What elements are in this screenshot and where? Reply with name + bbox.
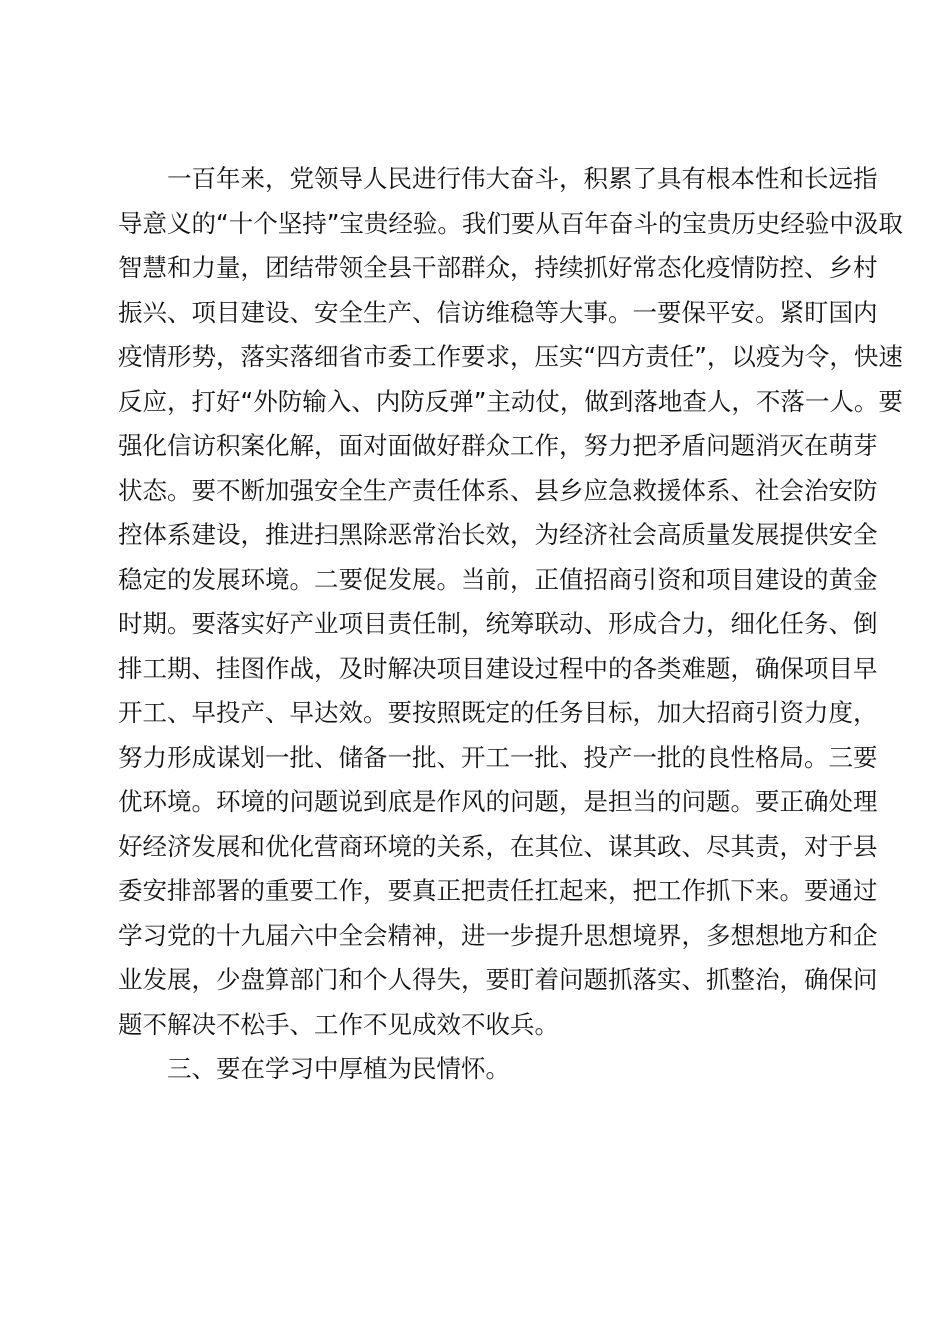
body-paragraph — [118, 157, 903, 1047]
section-heading — [118, 1047, 834, 1092]
heading-text: 三、要在学习中厚植为民情怀。 — [167, 1054, 510, 1083]
text-line: 强化信访积案化解，面对面做好群众工作，努力把矛盾问题消灭在萌芽 — [118, 431, 878, 460]
text-line: 智慧和力量，团结带领全县干部群众，持续抓好常态化疫情防控、乡村 — [118, 253, 878, 282]
text-line: 控体系建设，推进扫黑除恶常治长效，为经济社会高质量发展提供安全 — [118, 520, 878, 549]
text-line: 努力形成谋划一批、储备一批、开工一批、投产一批的良性格局。三要 — [118, 742, 878, 772]
text-line: 题不解决不松手、工作不见成效不收兵。 — [118, 1009, 559, 1039]
text-line: 委安排部署的重要工作，要真正把责任扛起来，把工作抓下来。要通过 — [118, 876, 878, 905]
text-line: 学习党的十九届六中全会精神，进一步提升思想境界，多想想地方和企 — [118, 920, 878, 950]
text-line: 振兴、项目建设、安全生产、信访维稳等大事。一要保平安。紧盯国内 — [118, 297, 878, 327]
text-line: 状态。要不断加强安全生产责任体系、县乡应急救援体系、社会治安防 — [118, 475, 878, 505]
text-line: 优环境。环境的问题说到底是作风的问题，是担当的问题。要正确处理 — [118, 787, 878, 816]
text-line: 好经济发展和优化营商环境的关系，在其位、谋其政、尽其责，对于县 — [118, 831, 878, 861]
text-line: 疫情形势，落实落细省市委工作要求，压实“四方责任”，以疫为令，快速 — [118, 342, 903, 371]
document-body — [118, 157, 903, 1092]
text-line: 稳定的发展环境。二要促发展。当前，正值招商引资和项目建设的黄金 — [118, 564, 878, 594]
text-line: 反应，打好“外防输入、内防反弹”主动仗，做到落地查人，不落一人。要 — [118, 386, 903, 416]
text-line: 开工、早投产、早达效。要按照既定的任务目标，加大招商引资力度， — [118, 698, 878, 727]
text-line: 排工期、挂图作战，及时解决项目建设过程中的各类难题，确保项目早 — [118, 653, 878, 683]
text-line: 业发展，少盘算部门和个人得失，要盯着问题抓落实、抓整治，确保问 — [118, 965, 878, 994]
text-line: 时期。要落实好产业项目责任制，统筹联动、形成合力，细化任务、倒 — [118, 609, 878, 638]
text-line: 导意义的“十个坚持”宝贵经验。我们要从百年奋斗的宝贵历史经验中汲取 — [118, 208, 903, 238]
text-line: 一百年来，党领导人民进行伟大奋斗，积累了具有根本性和长远指 — [167, 164, 878, 193]
